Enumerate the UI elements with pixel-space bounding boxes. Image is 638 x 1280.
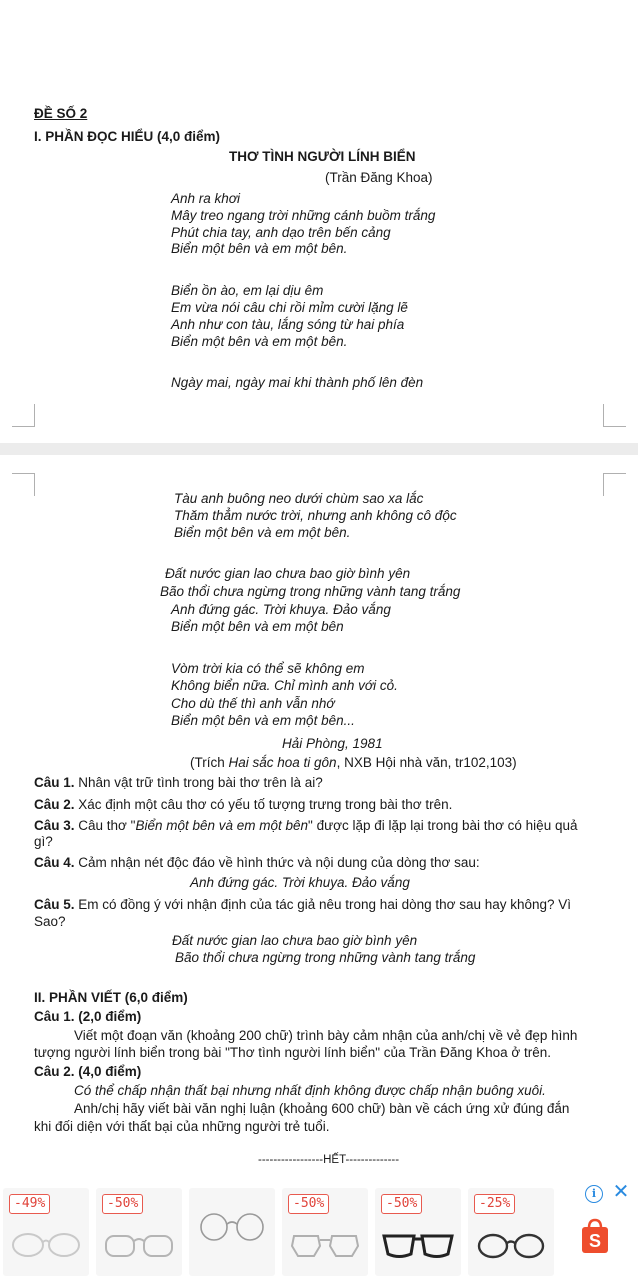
glasses-image — [381, 1226, 455, 1260]
question-text: Cảm nhận nét độc đáo về hình thức và nội dung của dòng thơ sau: — [74, 855, 480, 870]
page-corner-mark — [603, 473, 626, 496]
poem-line: Không biển nữa. Chỉ mình anh với cỏ. — [171, 678, 398, 693]
document-page-2 — [0, 455, 638, 1280]
question-5 — [34, 896, 571, 913]
close-icon[interactable]: ✕ — [612, 1181, 630, 1203]
question-text: " được lặp đi lặp lại trong bài thơ có hiệu quả — [308, 818, 578, 833]
poem-line: Biển một bên và em một bên... — [171, 713, 355, 728]
poem-author: (Trần Đăng Khoa) — [325, 170, 433, 185]
glasses-image — [195, 1208, 269, 1242]
shopping-bag-icon[interactable] — [580, 1218, 610, 1254]
question-text: Em có đồng ý với nhận định của tác giả nêu trong hai dòng thơ sau hay không? Vì — [74, 897, 572, 912]
ad-product-card[interactable] — [3, 1188, 89, 1276]
poem-line: Ngày mai, ngày mai khi thành phố lên đèn — [171, 375, 424, 390]
end-mark: -----------------HẾT-------------- — [258, 1154, 400, 1166]
question-3-cont: gì? — [34, 834, 53, 849]
poem-place-date: Hải Phòng, 1981 — [282, 736, 383, 751]
question-3 — [34, 817, 577, 834]
poem-line: Anh ra khơi — [171, 191, 240, 206]
poem-line: Cho dù thế thì anh vẫn nhớ — [171, 696, 335, 711]
poem-line: Biển một bên và em một bên. — [171, 241, 348, 256]
page-corner-mark — [12, 404, 35, 427]
document-page-1 — [0, 0, 638, 443]
question-5-cont: Sao? — [34, 914, 66, 929]
poem-line: Biển ồn ào, em lại dịu êm — [171, 283, 324, 298]
question-label: Câu 2. — [34, 797, 75, 812]
page-corner-mark — [603, 404, 626, 427]
poem-line: Đất nước gian lao chưa bao giờ bình yên — [165, 566, 411, 581]
ad-product-card[interactable] — [282, 1188, 368, 1276]
part1-heading: I. PHẦN ĐỌC HIỂU (4,0 điểm) — [34, 129, 221, 144]
poem-line: Anh đứng gác. Trời khuya. Đảo vắng — [171, 602, 391, 617]
question-4 — [34, 854, 480, 871]
poem-title: THƠ TÌNH NGƯỜI LÍNH BIỂN — [229, 149, 416, 164]
writing-question-2-label: Câu 2. (4,0 điểm) — [34, 1064, 142, 1079]
discount-badge: -50% — [288, 1194, 329, 1214]
ad-product-card[interactable] — [189, 1188, 275, 1276]
question-4-quote: Anh đứng gác. Trời khuya. Đảo vắng — [190, 875, 410, 890]
poem-line: Biển một bên và em một bên — [171, 619, 344, 634]
question-5-quote: Đất nước gian lao chưa bao giờ bình yên — [172, 933, 418, 948]
question-text: Xác định một câu thơ có yếu tố tượng trưng trong bài thơ trên. — [74, 797, 453, 812]
info-icon[interactable]: i — [585, 1185, 603, 1203]
page-gap — [0, 443, 638, 455]
glasses-image — [288, 1226, 362, 1260]
writing-question-1-text: Viết một đoạn văn (khoảng 200 chữ) trình bày cảm nhận của anh/chị về vẻ đẹp hình — [74, 1028, 578, 1043]
poem-line: Em vừa nói câu chi rồi mỉm cười lặng lẽ — [171, 300, 408, 315]
poem-line: Mây treo ngang trời những cánh buồm trắng — [171, 208, 436, 223]
poem-source — [190, 754, 517, 771]
source-book-title: Hai sắc hoa ti gôn — [228, 755, 337, 770]
writing-question-1-label: Câu 1. (2,0 điểm) — [34, 1009, 142, 1024]
question-label: Câu 1. — [34, 775, 75, 790]
writing-question-1-text: tượng người lính biển trong bài "Thơ tình người lính biển" của Trần Đăng Khoa ở trên. — [34, 1045, 552, 1060]
question-5-quote: Bão thổi chưa ngừng trong những vành tang trắng — [175, 950, 476, 965]
poem-line: Vòm trời kia có thể sẽ không em — [171, 661, 365, 676]
question-1 — [34, 774, 323, 791]
glasses-image — [102, 1226, 176, 1260]
poem-line: Phút chia tay, anh dạo trên bến cảng — [171, 225, 391, 240]
question-2 — [34, 796, 452, 813]
ad-product-card[interactable] — [96, 1188, 182, 1276]
poem-line: Anh như con tàu, lắng sóng từ hai phía — [171, 317, 405, 332]
discount-badge: -49% — [9, 1194, 50, 1214]
question-label: Câu 4. — [34, 855, 75, 870]
poem-line: Bão thổi chưa ngừng trong những vành tang trắng — [160, 584, 461, 599]
source-suffix: , NXB Hội nhà văn, tr102,103) — [336, 755, 517, 770]
poem-line: Biển một bên và em một bên. — [174, 525, 351, 540]
ad-product-card[interactable] — [375, 1188, 461, 1276]
question-text: Nhân vật trữ tình trong bài thơ trên là ai? — [74, 775, 323, 790]
part2-heading: II. PHẦN VIẾT (6,0 điểm) — [34, 990, 188, 1005]
question-quote: Biển một bên và em một bên — [135, 818, 309, 833]
discount-badge: -50% — [381, 1194, 422, 1214]
discount-badge: -50% — [102, 1194, 143, 1214]
writing-question-2-text: khi đối diện với thất bại của những người trẻ tuổi. — [34, 1119, 330, 1134]
ad-banner[interactable] — [0, 1180, 638, 1280]
poem-line: Biển một bên và em một bên. — [171, 334, 348, 349]
glasses-image — [9, 1226, 83, 1260]
page-corner-mark — [12, 473, 35, 496]
svg-text:S: S — [588, 1231, 602, 1251]
source-prefix: (Trích — [190, 755, 229, 770]
writing-question-2-text: Anh/chị hãy viết bài văn nghị luận (khoảng 600 chữ) bàn về cách ứng xử đúng đắn — [74, 1101, 570, 1116]
poem-line: Tàu anh buông neo dưới chùm sao xa lắc — [174, 491, 424, 506]
exam-title: ĐỀ SỐ 2 — [34, 106, 88, 121]
glasses-image — [474, 1226, 548, 1260]
discount-badge: -25% — [474, 1194, 515, 1214]
poem-line: Thăm thẳm nước trời, nhưng anh không cô độc — [174, 508, 457, 523]
question-label: Câu 5. — [34, 897, 75, 912]
question-text: Câu thơ " — [74, 818, 136, 833]
writing-question-2-quote: Có thể chấp nhận thất bại nhưng nhất định không được chấp nhận buông xuôi. — [74, 1083, 546, 1098]
question-label: Câu 3. — [34, 818, 75, 833]
ad-product-card[interactable] — [468, 1188, 554, 1276]
